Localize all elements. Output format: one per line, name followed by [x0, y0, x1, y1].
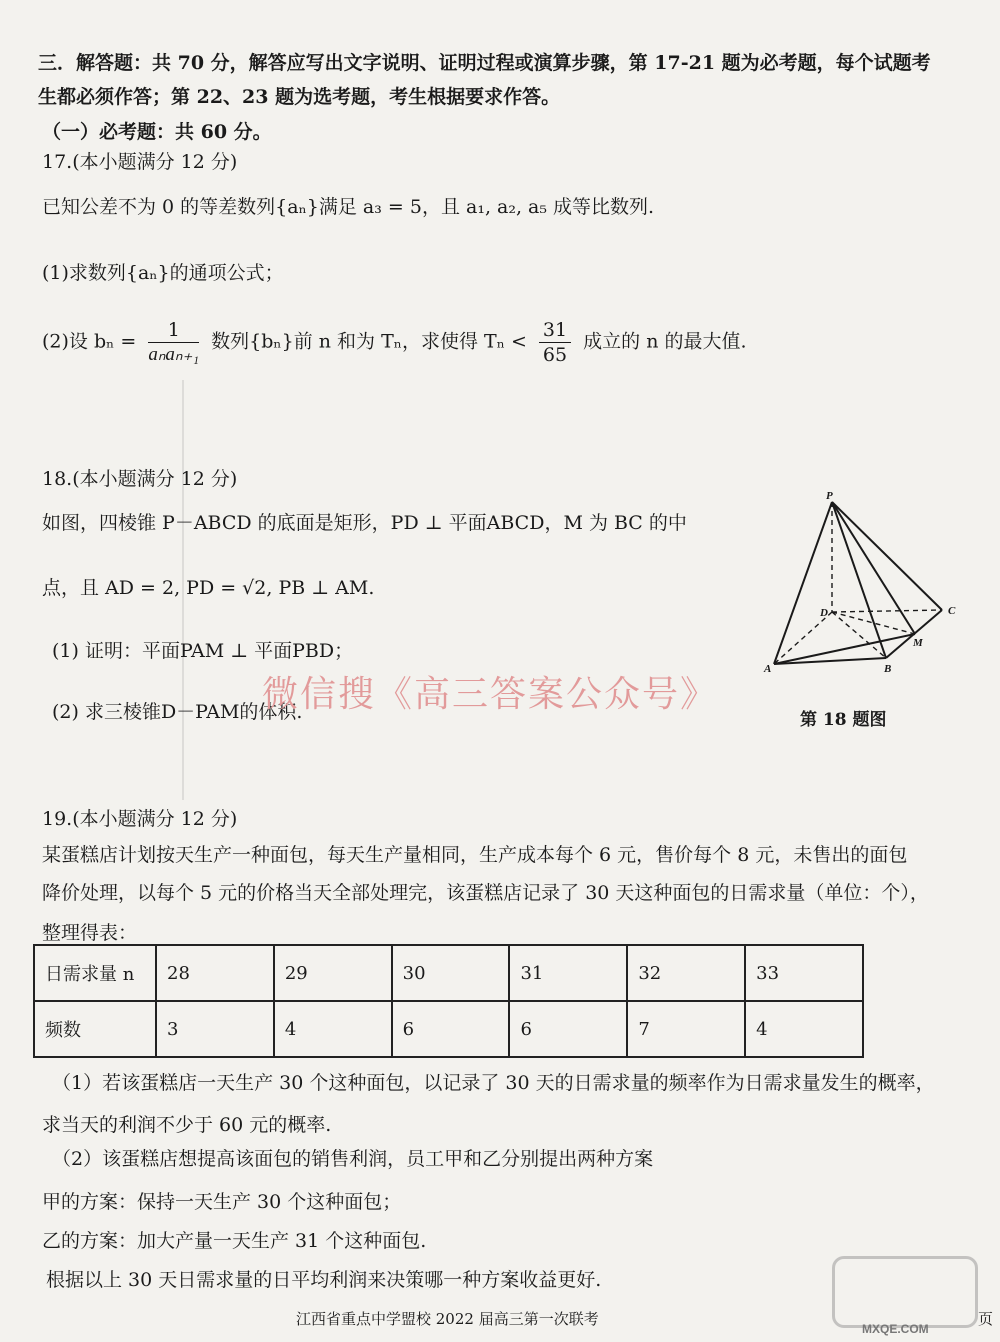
corner-logo — [832, 1256, 978, 1328]
q17-frac-num: 1 — [148, 318, 199, 343]
edge-PA — [774, 502, 832, 664]
q17-part2-prefix: (2)设 bₙ = — [42, 330, 137, 353]
q18-stem-line2: 点，且 AD = 2, PD = √2, PB ⊥ AM. — [42, 577, 375, 599]
label-A: A — [764, 663, 772, 675]
table-cell: 4 — [745, 1001, 863, 1057]
edge-PM — [832, 502, 915, 634]
q17-title: 17.(本小题满分 12 分) — [42, 151, 238, 173]
q17-frac-den: aₙaₙ₊₁ — [148, 344, 200, 365]
q19-stem-line2: 降价处理，以每个 5 元的价格当天全部处理完，该蛋糕店记录了 30 天这种面包的日需求量（单位：个）， — [42, 882, 929, 904]
q18-title: 18.(本小题满分 12 分) — [42, 468, 238, 490]
table-row-label: 频数 — [34, 1001, 156, 1057]
label-P: P — [826, 490, 833, 502]
table-cell: 3 — [156, 1001, 274, 1057]
q19-part2-line1: （2）该蛋糕店想提高该面包的销售利润，员工甲和乙分别提出两种方案 — [52, 1148, 654, 1170]
q19-part1-line1: （1）若该蛋糕店一天生产 30 个这种面包，以记录了 30 天的日需求量的频率作为日需求量发生的概率， — [52, 1072, 935, 1094]
table-cell: 6 — [392, 1001, 510, 1057]
table-cell: 30 — [392, 945, 510, 1001]
section-header-line2: 生都必须作答；第 22、23 题为选考题，考生根据要求作答。 — [38, 86, 561, 108]
edge-PC — [832, 502, 942, 610]
table-cell: 33 — [745, 945, 863, 1001]
q17-stem: 已知公差不为 0 的等差数列{aₙ}满足 a₃ = 5，且 a₁, a₂, a₅ 成等比数列. — [42, 196, 655, 218]
label-D: D — [820, 607, 828, 619]
label-C: C — [948, 605, 956, 617]
edge-PB — [832, 502, 886, 658]
label-B: B — [884, 663, 892, 675]
q17-part2 — [42, 318, 747, 367]
label-M: M — [913, 637, 923, 649]
table-cell: 32 — [627, 945, 745, 1001]
table-cell: 7 — [627, 1001, 745, 1057]
edge-DC — [832, 610, 942, 612]
q19-part2-last: 根据以上 30 天日需求量的日平均利润来决策哪一种方案收益更好. — [46, 1269, 602, 1291]
section-sub-header: （一）必考题：共 60 分。 — [42, 121, 272, 143]
corner-logo-text: MXQE.COM — [862, 1322, 929, 1336]
q17-fraction-b — [148, 318, 199, 367]
pyramid-figure — [760, 488, 980, 678]
q19-stem-line1: 某蛋糕店计划按天生产一种面包，每天生产量相同，生产成本每个 6 元，售价每个 8 元，未售出的面包 — [42, 844, 908, 866]
watermark-text: 微信搜《高三答案公众号》 — [262, 674, 719, 715]
table-row-label: 日需求量 n — [34, 945, 156, 1001]
table-cell: 31 — [509, 945, 627, 1001]
q19-stem-line3: 整理得表： — [42, 922, 138, 944]
table-row-demand — [34, 945, 863, 1001]
q19-part1-line2: 求当天的利润不少于 60 元的概率. — [42, 1114, 332, 1136]
demand-frequency-table — [33, 944, 864, 1058]
q17-frac2-den: 65 — [542, 344, 568, 366]
table-cell: 28 — [156, 945, 274, 1001]
q17-part1: (1)求数列{aₙ}的通项公式； — [42, 262, 284, 284]
q17-frac2-num: 31 — [539, 318, 571, 343]
q17-part2-suffix: 成立的 n 的最大值. — [583, 330, 747, 353]
footer-text: 江西省重点中学盟校 2022 届高三第一次联考 — [296, 1310, 599, 1328]
table-cell: 29 — [274, 945, 392, 1001]
footer-page-suffix: 页 — [978, 1310, 994, 1328]
q17-fraction-bound — [539, 318, 571, 367]
table-row-frequency — [34, 1001, 863, 1057]
q18-stem-line1: 如图，四棱锥 P－ABCD 的底面是矩形，PD ⊥ 平面ABCD，M 为 BC 的中 — [42, 512, 687, 534]
table-cell: 4 — [274, 1001, 392, 1057]
q19-title: 19.(本小题满分 12 分) — [42, 808, 238, 830]
q17-part2-mid: 数列{bₙ}前 n 和为 Tₙ，求使得 Tₙ < — [211, 330, 527, 353]
table-cell: 6 — [509, 1001, 627, 1057]
q18-part1: (1) 证明：平面PAM ⊥ 平面PBD； — [52, 640, 354, 662]
figure-caption: 第 18 题图 — [800, 710, 887, 730]
q19-plan-b: 乙的方案：加大产量一天生产 31 个这种面包. — [42, 1230, 427, 1252]
q19-plan-a: 甲的方案：保持一天生产 30 个这种面包； — [42, 1191, 402, 1213]
section-header-line1: 三．解答题：共 70 分，解答应写出文字说明、证明过程或演算步骤，第 17-21 题为必考题，每个试题考 — [38, 52, 931, 74]
q18-part2: (2) 求三棱锥D－PAM的体积. — [52, 701, 303, 723]
